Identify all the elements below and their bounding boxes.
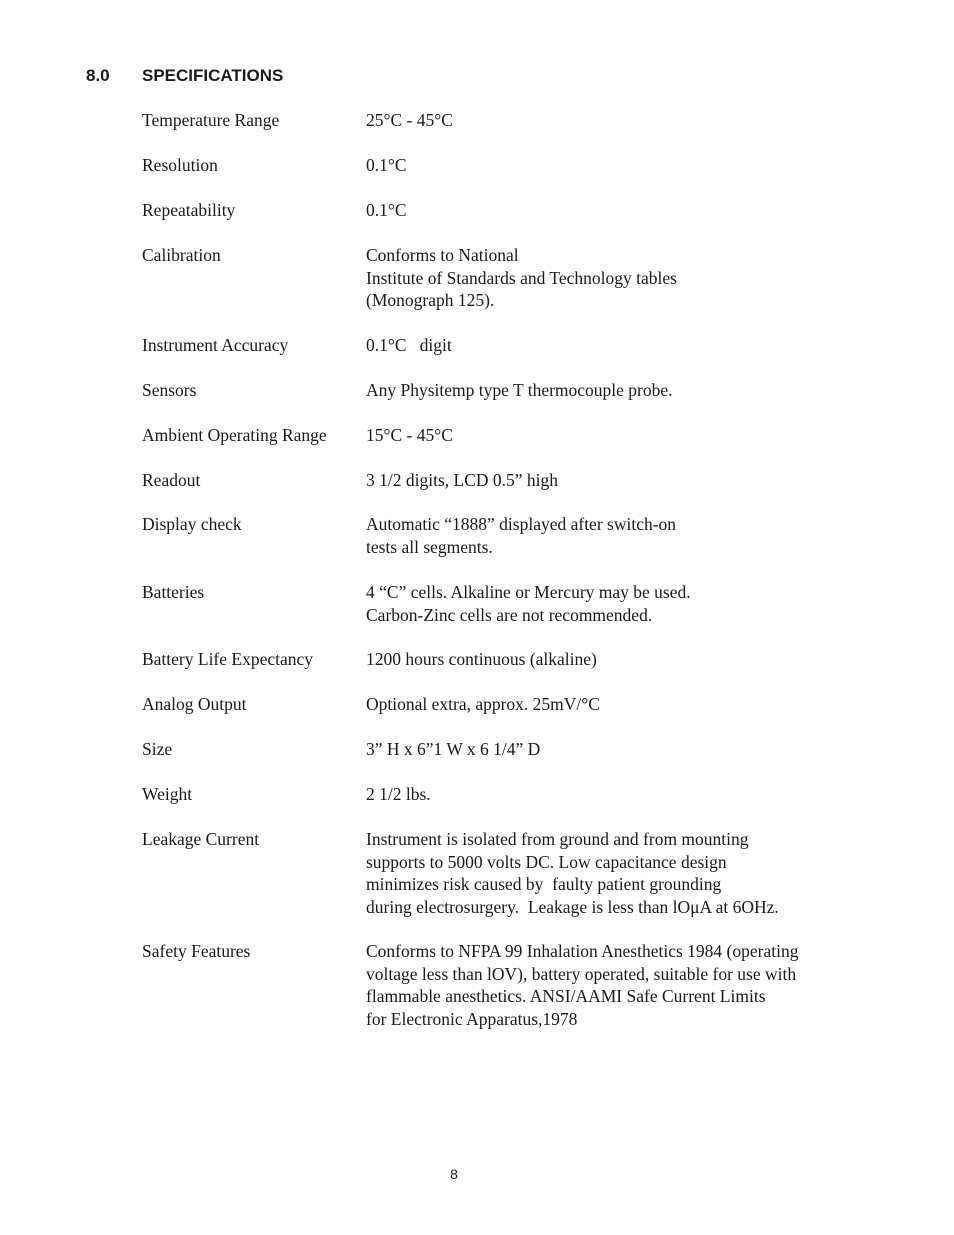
spec-label: Temperature Range [142, 110, 280, 130]
spec-value-line: during electrosurgery. Leakage is less than lOμA at 6OHz. [366, 896, 779, 917]
spec-value-line: supports to 5000 volts DC. Low capacitance design [366, 851, 727, 872]
spec-value-line: flammable anesthetics. ANSI/AAMI Safe Current Limits [366, 986, 766, 1006]
spec-value-line: minimizes risk caused by faulty patient grounding [366, 874, 722, 894]
spec-label: Analog Output [142, 694, 247, 714]
spec-label: Batteries [142, 582, 205, 602]
spec-label: Repeatability [142, 200, 236, 220]
spec-value-line: Any Physitemp type T thermocouple probe. [366, 380, 673, 400]
section-heading [86, 65, 283, 87]
section-title: SPECIFICATIONS [142, 66, 284, 85]
spec-value [366, 940, 798, 1030]
spec-label: Display check [142, 514, 242, 534]
spec-value-line: 3 1/2 digits, LCD 0.5” high [366, 470, 559, 490]
spec-value-line: 25°C - 45°C [366, 110, 453, 130]
spec-value-line: voltage less than lOV), battery operated, suitable for use with [366, 963, 797, 984]
spec-value [366, 199, 407, 222]
spec-value [366, 693, 600, 716]
spec-value [366, 154, 407, 177]
spec-value-line: tests all segments. [366, 536, 493, 557]
spec-value-line: Carbon-Zinc cells are not recommended. [366, 604, 653, 625]
spec-value-line: Automatic “1888” displayed after switch-on [366, 514, 677, 534]
spec-value-line: 0.1°C [366, 155, 407, 175]
spec-value [366, 738, 540, 761]
spec-value-line: 0.1°C digit [366, 335, 452, 355]
spec-label: Weight [142, 784, 193, 804]
section-number: 8.0 [86, 66, 110, 85]
spec-value-line: Instrument is isolated from ground and from mounting [366, 829, 749, 849]
spec-value [366, 334, 452, 357]
spec-value [366, 648, 597, 671]
spec-value-line: 4 “C” cells. Alkaline or Mercury may be used. [366, 582, 691, 602]
spec-value-line: Optional extra, approx. 25mV/°C [366, 694, 600, 714]
spec-value-line: Conforms to National [366, 245, 519, 265]
spec-value [366, 783, 431, 806]
spec-value-line: 2 1/2 lbs. [366, 784, 431, 804]
spec-value [366, 513, 676, 558]
spec-label: Readout [142, 470, 201, 490]
spec-label: Instrument Accuracy [142, 335, 289, 355]
spec-value-line: 15°C - 45°C [366, 425, 453, 445]
spec-label: Resolution [142, 155, 218, 175]
spec-value [366, 244, 677, 312]
spec-label: Safety Features [142, 941, 251, 961]
spec-label: Battery Life Expectancy [142, 649, 314, 669]
page-number: 8 [450, 1166, 458, 1182]
spec-value [366, 828, 779, 918]
spec-value-line: 1200 hours continuous (alkaline) [366, 649, 597, 669]
spec-value-line: 3” H x 6”1 W x 6 1/4” D [366, 739, 541, 759]
spec-label: Ambient Operating Range [142, 425, 327, 445]
spec-value-line: (Monograph 125). [366, 290, 495, 310]
spec-value [366, 469, 558, 492]
spec-value-line: Conforms to NFPA 99 Inhalation Anesthetics 1984 (operating [366, 941, 799, 961]
spec-label: Sensors [142, 380, 197, 400]
spec-value [366, 424, 453, 447]
spec-value-line: Institute of Standards and Technology tables [366, 267, 677, 288]
spec-value [366, 109, 453, 132]
spec-label: Size [142, 739, 173, 759]
spec-value [366, 581, 691, 626]
spec-label: Leakage Current [142, 829, 260, 849]
spec-value [366, 379, 673, 402]
spec-label: Calibration [142, 245, 221, 265]
spec-value-line: for Electronic Apparatus,1978 [366, 1008, 578, 1029]
spec-value-line: 0.1°C [366, 200, 407, 220]
